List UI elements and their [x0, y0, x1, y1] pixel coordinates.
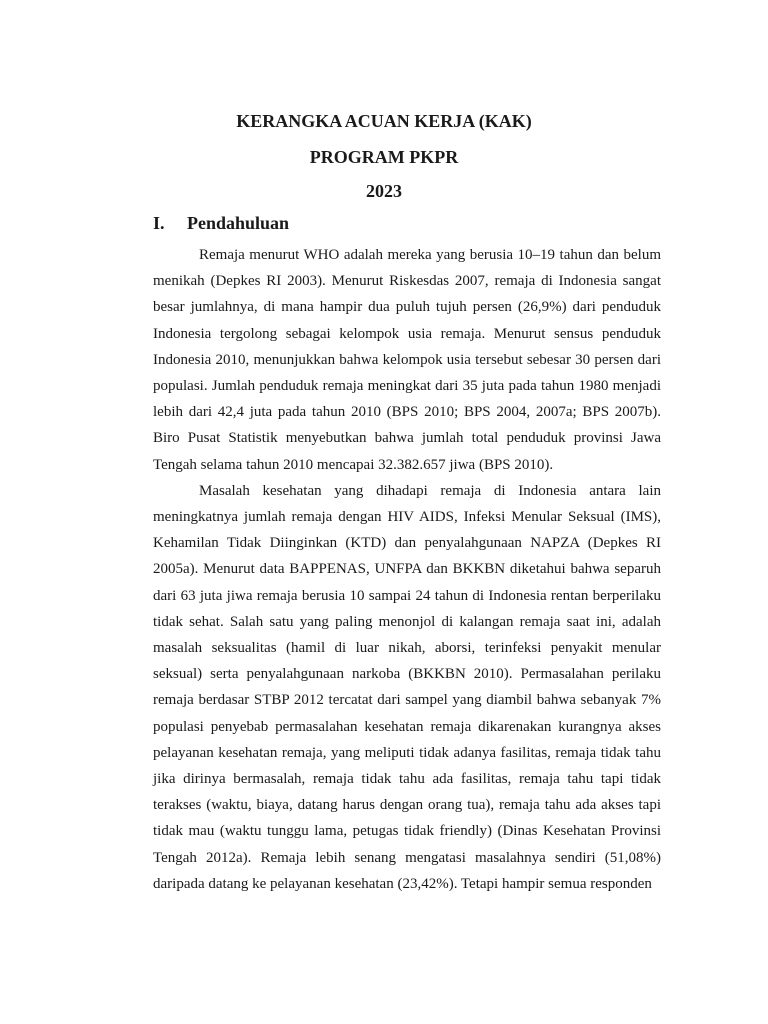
- document-title: KERANGKA ACUAN KERJA (KAK): [236, 111, 532, 131]
- body-text: [153, 242, 661, 897]
- paragraph: Remaja menurut WHO adalah mereka yang berusia 10–19 tahun dan belum menikah (Depkes RI 2003). Menurut Riskesdas 2007, remaja di Indonesia sangat besar jumlahnya, di mana hampir dua puluh tujuh persen (26,9%) dari penduduk Indonesia tergolong sebagai kelompok usia remaja. Menurut sensus penduduk Indonesia 2010, menunjukkan bahwa kelompok usia tersebut sebesar 30 persen dari populasi. Jumlah penduduk remaja meningkat dari 35 juta pada tahun 1980 menjadi lebih dari 42,4 juta pada tahun 2010 (BPS 2010; BPS 2004, 2007a; BPS 2007b). Biro Pusat Statistik menyebutkan bahwa jumlah total penduduk provinsi Jawa Tengah selama tahun 2010 mencapai 32.382.657 jiwa (BPS 2010).: [153, 247, 661, 473]
- document-year: 2023: [366, 181, 402, 201]
- program-title: PROGRAM PKPR: [309, 147, 459, 167]
- section-heading: [153, 212, 289, 234]
- paragraph: Masalah kesehatan yang dihadapi remaja di Indonesia antara lain meningkatnya jumlah remaja dengan HIV AIDS, Infeksi Menular Seksual (IMS), Kehamilan Tidak Diinginkan (KTD) dan penyalahgunaan NAPZA (Depkes RI 2005a). Menurut data BAPPENAS, UNFPA dan BKKBN diketahui bahwa separuh dari 63 juta jiwa remaja berusia 10 sampai 24 tahun di Indonesia rentan berperilaku tidak sehat. Salah satu yang paling menonjol di kalangan remaja saat ini, adalah masalah seksualitas (hamil di luar nikah, aborsi, terinfeksi penyakit menular seksual) serta penyalahgunaan narkoba (BKKBN 2010). Permasalahan perilaku remaja berdasar STBP 2012 tercatat dari sampel yang diambil bahwa sebanyak 7% populasi penyebab permasalahan kesehatan remaja dikarenakan kurangnya akses pelayanan kesehatan remaja, yang meliputi tidak adanya fasilitas, remaja tidak tahu jika dirinya bermasalah, remaja tidak tahu ada fasilitas, remaja tahu tapi tidak terakses (waktu, biaya, datang harus dengan orang tua), remaja tahu ada akses tapi tidak mau (waktu tunggu lama, petugas tidak friendly) (Dinas Kesehatan Provinsi Tengah 2012a). Remaja lebih senang mengatasi masalahnya sendiri (51,08%) daripada datang ke pelayanan kesehatan (23,42%). Tetapi hampir semua responden: [153, 482, 661, 892]
- section-number: I.: [153, 213, 165, 233]
- section-title: Pendahuluan: [187, 213, 290, 233]
